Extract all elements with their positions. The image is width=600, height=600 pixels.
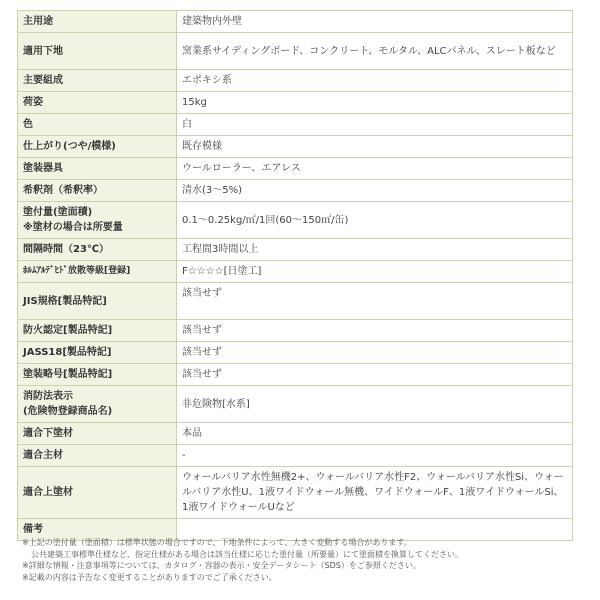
row-value: 既存模様: [177, 136, 573, 158]
table-row: [18, 467, 573, 519]
row-label: 塗装器具: [18, 158, 177, 180]
table-row: [18, 33, 573, 70]
row-label: JASS18[製品特記]: [18, 342, 177, 364]
row-value: 窯業系サイディングボード、コンクリート、モルタル、ALCパネル、スレート板など: [177, 33, 573, 70]
row-value: 清水(3～5%): [177, 180, 573, 202]
row-label: 適合主材: [18, 445, 177, 467]
table-row: [18, 136, 573, 158]
table-row: [18, 11, 573, 33]
spec-table: [17, 10, 573, 541]
table-row: [18, 364, 573, 386]
row-label: 適用下地: [18, 33, 177, 70]
row-label: 塗装略号[製品特記]: [18, 364, 177, 386]
row-label: 間隔時間（23℃）: [18, 239, 177, 261]
row-label: 主要組成: [18, 70, 177, 92]
table-row: [18, 92, 573, 114]
row-value: 該当せず: [177, 342, 573, 364]
row-value: 本品: [177, 423, 573, 445]
table-row: [18, 70, 573, 92]
row-value: 0.1～0.25kg/㎡/1回(60～150㎡/缶): [177, 202, 573, 239]
row-value: ウールローラー、エアレス: [177, 158, 573, 180]
footnote: ※記載の内容は予告なく変更することがありますのでご了承ください。: [22, 572, 277, 582]
row-label: ﾎﾙﾑｱﾙﾃﾞﾋﾄﾞ放散等級[登録]: [18, 261, 177, 283]
row-value: 15kg: [177, 92, 573, 114]
footnotes: [22, 537, 582, 583]
table-row: [18, 342, 573, 364]
footnote: ※詳細な情報・注意事項等については、カタログ・容器の表示・安全データシート（SDS）をご参照ください。: [22, 561, 421, 570]
table-row: [18, 180, 573, 202]
table-row: [18, 320, 573, 342]
row-value: 該当せず: [177, 320, 573, 342]
row-label: 荷姿: [18, 92, 177, 114]
row-value: -: [177, 445, 573, 467]
row-value: エポキシ系: [177, 70, 573, 92]
row-value: 該当せず: [177, 364, 573, 386]
row-label: 仕上がり(つや/模様): [18, 136, 177, 158]
row-value: 工程間3時間以上: [177, 239, 573, 261]
table-row: [18, 114, 573, 136]
table-row: [18, 445, 573, 467]
table-row: [18, 202, 573, 239]
row-label: 消防法表示 (危険物登録商品名): [18, 386, 177, 423]
row-label: JIS規格[製品特記]: [18, 283, 177, 320]
table-row: [18, 239, 573, 261]
table-row: [18, 386, 573, 423]
table-row: [18, 283, 573, 320]
row-value: ウォールバリア水性無機2+、ウォールバリア水性F2、ウォールバリア水性Si、ウォールバリア水性U、1液ワイドウォール無機、ワイドウォールF、1液ワイドウォールSi、1液ワイドウォールUなど: [177, 467, 573, 519]
footnote: ※上記の塗付量（塗面積）は標準状態の場合ですので、下地条件によって、大きく変動する場合があります。: [22, 538, 412, 547]
row-label: 色: [18, 114, 177, 136]
table-row: [18, 158, 573, 180]
row-label: 備考: [18, 519, 177, 541]
row-label: 主用途: [18, 11, 177, 33]
row-label: 希釈剤（希釈率）: [18, 180, 177, 202]
footnote: 公共建築工事標準仕様など、指定仕様がある場合は該当仕様に応じた塗付量（所要量）にて塗面積を換算してください。: [31, 549, 463, 559]
row-label: 適合下塗材: [18, 423, 177, 445]
row-value: 該当せず: [177, 283, 573, 320]
row-value: F☆☆☆☆[日塗工]: [177, 261, 573, 283]
row-label: 防火認定[製品特記]: [18, 320, 177, 342]
spec-table-container: [17, 10, 573, 541]
row-value: 白: [177, 114, 573, 136]
row-value: 非危険物[水系]: [177, 386, 573, 423]
table-row: [18, 261, 573, 283]
table-row: [18, 423, 573, 445]
row-label: 適合上塗材: [18, 467, 177, 519]
row-label: 塗付量(塗面積) ※塗材の場合は所要量: [18, 202, 177, 239]
row-value: 建築物内外壁: [177, 11, 573, 33]
